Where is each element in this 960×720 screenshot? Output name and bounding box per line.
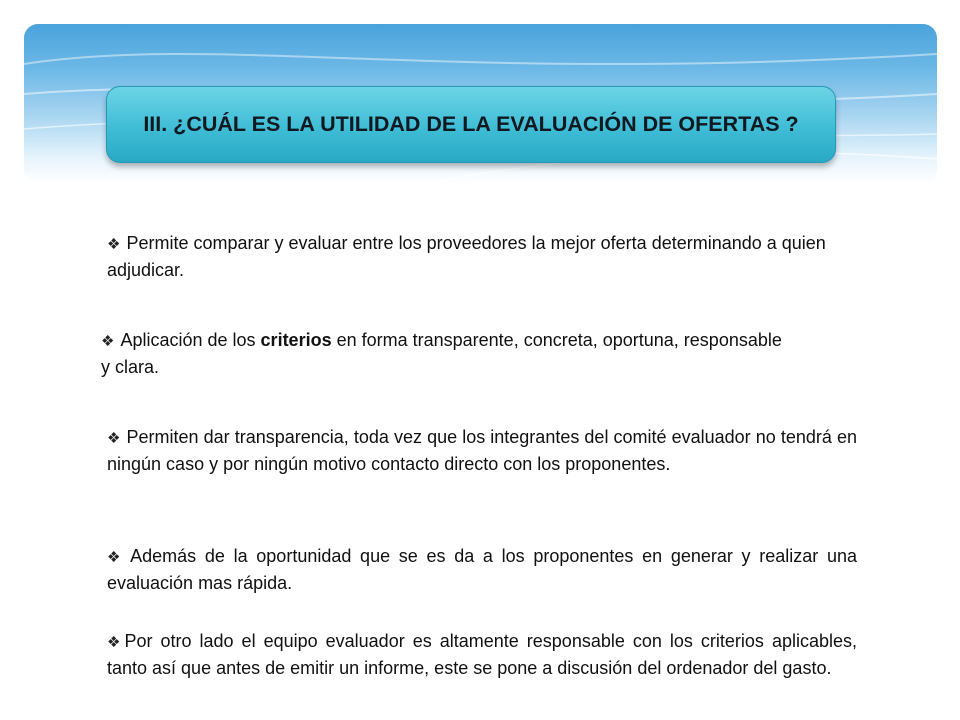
bullet-text: Por otro lado el equipo evaluador es altamente responsable con los criterios aplicables, tanto así que antes de emitir un informe, este se pone a discusión del ordenador del gasto. — [107, 631, 857, 678]
diamond-bullet-icon: ❖ — [107, 236, 121, 253]
diamond-bullet-icon: ❖ — [101, 333, 115, 350]
diamond-bullet-icon: ❖ — [107, 549, 125, 566]
bullet-text-post: en forma transparente, concreta, oportuna, responsable y clara. — [101, 330, 782, 377]
bullet-text-pre: Aplicación de los — [120, 330, 261, 350]
bullet-point-3 — [107, 425, 857, 476]
bullet-text: Además de la oportunidad que se es da a los proponentes en generar y realizar una evaluación mas rápida. — [107, 546, 857, 593]
bullet-text: Permite comparar y evaluar entre los proveedores la mejor oferta determinando a quien adjudicar. — [107, 233, 826, 280]
bullet-text-bold: criterios — [260, 330, 332, 350]
diamond-bullet-icon: ❖ — [107, 634, 124, 651]
title-banner — [106, 86, 836, 163]
bullet-point-4 — [107, 544, 857, 595]
bullet-point-2 — [101, 328, 791, 379]
diamond-bullet-icon: ❖ — [107, 430, 121, 447]
bullet-point-1 — [107, 231, 847, 282]
slide-title: III. ¿CUÁL ES LA UTILIDAD DE LA EVALUACIÓN DE OFERTAS ? — [143, 112, 799, 136]
bullet-text: Permiten dar transparencia, toda vez que los integrantes del comité evaluador no tendrá en ningún caso y por ningún motivo contacto directo con los proponentes. — [107, 427, 857, 474]
bullet-point-5 — [107, 629, 857, 680]
